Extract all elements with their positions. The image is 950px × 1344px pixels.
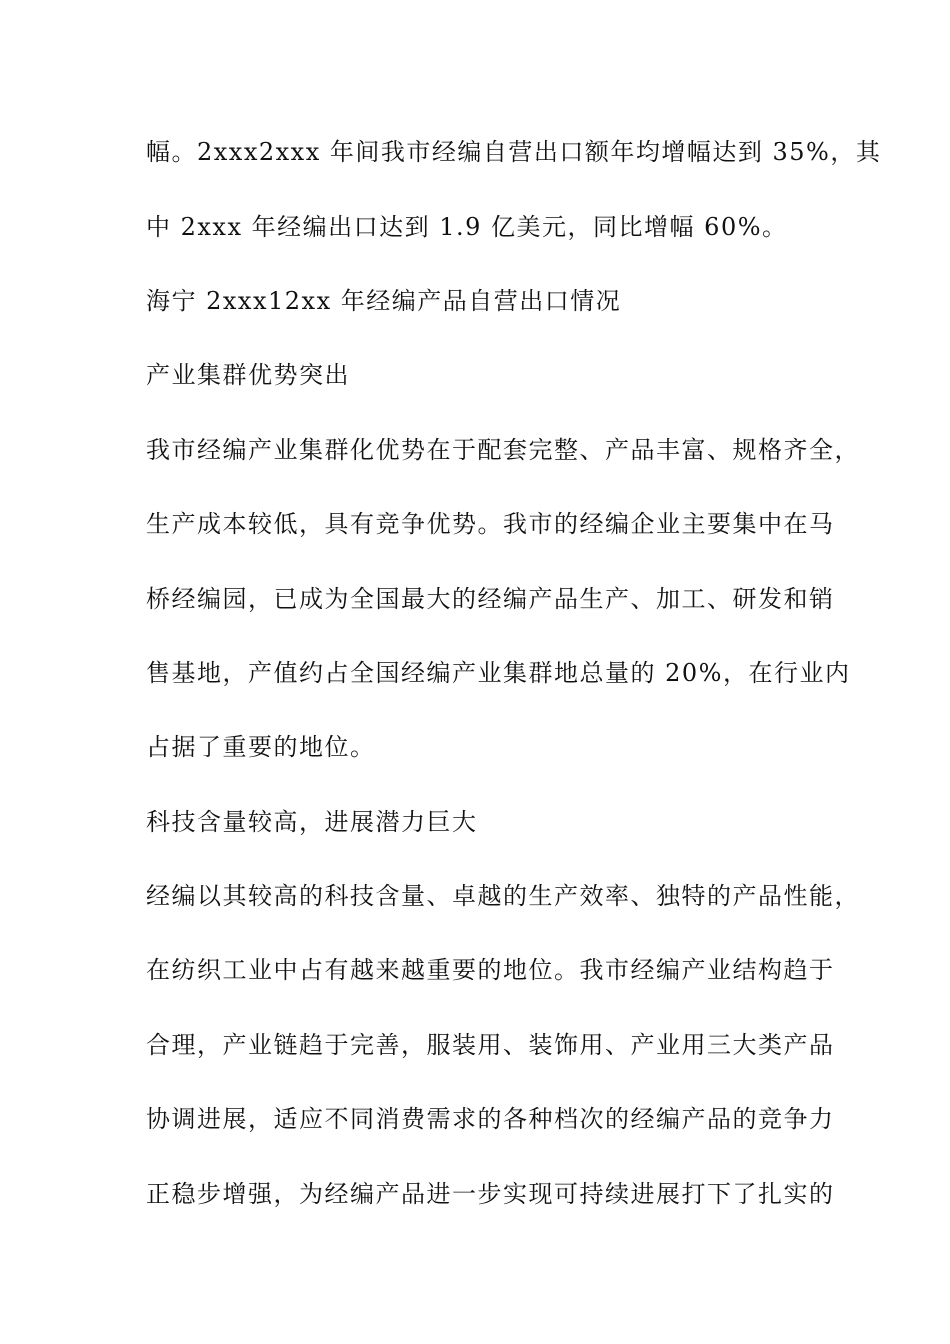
- table-caption: 海宁 2xxx12xx 年经编产品自营出口情况: [146, 287, 622, 315]
- paragraph-line: 在纺织工业中占有越来越重要的地位。我市经编产业结构趋于: [146, 956, 835, 984]
- paragraph-line: 幅。2xxx2xxx 年间我市经编自营出口额年均增幅达到 35%，其: [146, 138, 882, 166]
- section-heading: 产业集群优势突出: [146, 361, 350, 389]
- paragraph-line: 经编以其较高的科技含量、卓越的生产效率、独特的产品性能，: [146, 882, 860, 910]
- paragraph-line: 我市经编产业集群化优势在于配套完整、产品丰富、规格齐全，: [146, 436, 860, 464]
- paragraph-line: 生产成本较低，具有竞争优势。我市的经编企业主要集中在马: [146, 510, 835, 538]
- paragraph-line: 正稳步增强，为经编产品进一步实现可持续进展打下了扎实的: [146, 1180, 835, 1208]
- paragraph-line: 协调进展，适应不同消费需求的各种档次的经编产品的竞争力: [146, 1105, 835, 1133]
- paragraph-line: 桥经编园，已成为全国最大的经编产品生产、加工、研发和销: [146, 585, 835, 613]
- paragraph-line: 合理，产业链趋于完善，服装用、装饰用、产业用三大类产品: [146, 1031, 835, 1059]
- paragraph-line: 售基地，产值约占全国经编产业集群地总量的 20%，在行业内: [146, 659, 851, 687]
- paragraph-line: 占据了重要的地位。: [146, 733, 376, 761]
- section-heading: 科技含量较高，进展潜力巨大: [146, 808, 478, 836]
- paragraph-line: 中 2xxx 年经编出口达到 1.9 亿美元，同比增幅 60%。: [146, 213, 788, 241]
